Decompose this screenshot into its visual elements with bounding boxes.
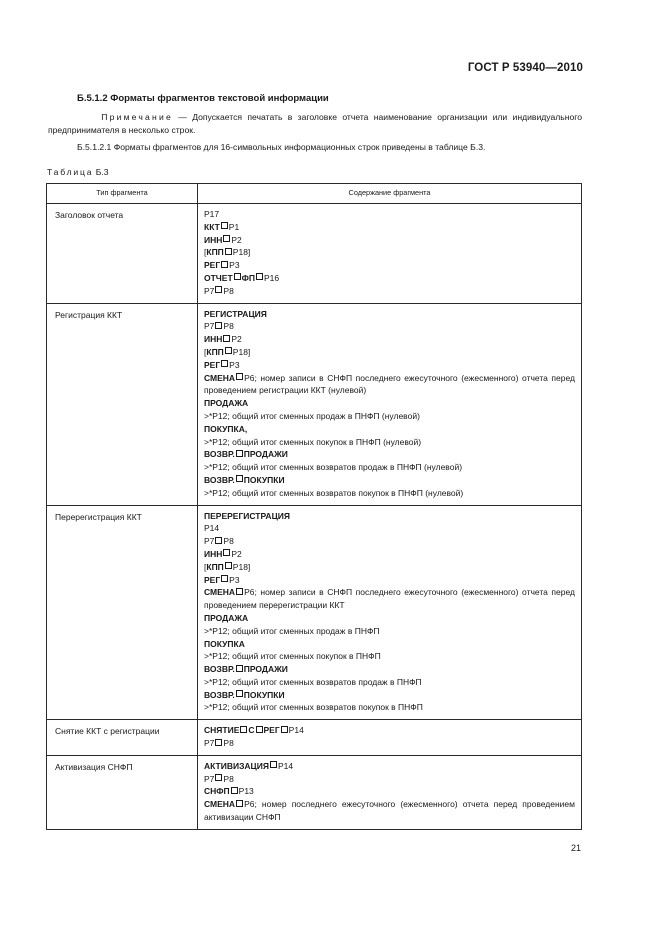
space-box-icon — [281, 726, 288, 733]
content-line — [204, 773, 575, 786]
content-line — [204, 663, 575, 676]
space-box-icon — [240, 726, 247, 733]
content-text: АКТИВИЗАЦИЯ — [204, 760, 269, 771]
content-text: >*Р12; общий итог сменных покупок в ПНФП (нулевой) — [204, 436, 422, 447]
fragment-type-cell: Перерегистрация ККТ — [47, 505, 198, 720]
content-text: ПОКУПКА — [204, 638, 245, 649]
content-text: Р3 — [229, 359, 240, 370]
space-box-icon — [236, 665, 243, 672]
content-text: РЕГ — [204, 574, 221, 585]
content-text: Р13 — [238, 786, 254, 797]
table-row — [47, 755, 582, 829]
content-text: ВОЗВР. — [204, 449, 235, 460]
space-box-icon — [221, 261, 228, 268]
content-line — [204, 676, 575, 689]
content-line — [204, 487, 575, 500]
content-line — [204, 474, 575, 487]
table-row — [47, 303, 582, 505]
fragment-type-cell: Регистрация ККТ — [47, 303, 198, 505]
content-text: [ — [204, 561, 207, 572]
space-box-icon — [234, 273, 241, 280]
content-text: КПП — [206, 561, 224, 572]
column-header-content: Содержание фрагмента — [198, 184, 582, 204]
content-text: СМЕНА — [204, 372, 236, 383]
content-text: КПП — [206, 346, 224, 357]
content-text: РЕГ — [204, 359, 221, 370]
space-box-icon — [256, 726, 263, 733]
content-text: СМЕНА — [204, 799, 236, 810]
content-line — [204, 208, 575, 221]
fragments-table — [46, 183, 582, 830]
content-line — [204, 423, 575, 436]
content-line — [204, 372, 575, 398]
space-box-icon — [223, 235, 230, 242]
content-text: Р6; номер записи в СНФП последнего ежесуточного (ежесменного) отчета перед проведением регистрации ККТ (нулевой) — [204, 372, 575, 396]
content-text: РЕГ — [204, 260, 221, 271]
content-line — [204, 259, 575, 272]
space-box-icon — [256, 273, 263, 280]
content-line — [204, 410, 575, 423]
fragment-type-cell: Снятие ККТ с регистрации — [47, 720, 198, 756]
content-text: Р8 — [223, 773, 234, 784]
fragment-content-cell — [198, 505, 582, 720]
content-text: ПРОДАЖИ — [243, 664, 288, 675]
content-text: Р6; номер записи в СНФП последнего ежесуточного (ежесменного) отчета перед проведением перерегистрации ККТ — [204, 587, 575, 611]
content-text: Р7 — [204, 285, 215, 296]
content-text: ПОКУПКА, — [204, 423, 248, 434]
content-line — [204, 397, 575, 410]
content-line — [204, 221, 575, 234]
space-box-icon — [215, 286, 222, 293]
content-text: >*Р12; общий итог сменных покупок в ПНФП — [204, 651, 381, 662]
fragment-content-cell — [198, 755, 582, 829]
column-header-type: Тип фрагмента — [47, 184, 198, 204]
space-box-icon — [225, 347, 232, 354]
content-text: ПОКУПКИ — [243, 689, 285, 700]
fragment-content-cell — [198, 303, 582, 505]
content-text: СМЕНА — [204, 587, 236, 598]
content-line — [204, 436, 575, 449]
content-line — [204, 586, 575, 612]
space-box-icon — [236, 690, 243, 697]
space-box-icon — [223, 549, 230, 556]
space-box-icon — [223, 335, 230, 342]
content-text: РЕГ — [263, 725, 280, 736]
space-box-icon — [225, 562, 232, 569]
note-text: — Допускается печатать в заголовке отчета наименование организации или индивидуального предпринимателя в несколько строк. — [48, 112, 582, 135]
space-box-icon — [270, 761, 277, 768]
table-header-row — [47, 184, 582, 204]
content-text: Р3 — [229, 574, 240, 585]
content-text: ПРОДАЖА — [204, 612, 249, 623]
space-box-icon — [215, 322, 222, 329]
content-text: >*Р12; общий итог сменных возвратов продаж в ПНФП — [204, 676, 422, 687]
content-line — [204, 798, 575, 824]
content-text: Р18] — [232, 346, 251, 357]
content-text: ПЕРЕРЕГИСТРАЦИЯ — [204, 510, 290, 521]
content-text: РЕГИСТРАЦИЯ — [204, 308, 267, 319]
paragraph: Б.5.1.2.1 Форматы фрагментов для 16-символьных информационных строк приведены в таблице Б.3. — [77, 142, 486, 152]
space-box-icon — [215, 774, 222, 781]
content-line — [204, 701, 575, 714]
fragment-type-cell: Активизация СНФП — [47, 755, 198, 829]
content-line — [204, 461, 575, 474]
table-row — [47, 720, 582, 756]
section-heading: Б.5.1.2 Форматы фрагментов текстовой информации — [77, 93, 329, 104]
content-text: ФП — [241, 272, 256, 283]
content-text: Р8 — [223, 536, 234, 547]
content-line — [204, 234, 575, 247]
content-line — [204, 724, 575, 737]
page-number: 21 — [570, 843, 581, 853]
space-box-icon — [215, 537, 222, 544]
fragment-content-cell — [198, 204, 582, 304]
content-text: Р14 — [277, 760, 294, 771]
space-box-icon — [221, 360, 228, 367]
content-text: Р8 — [223, 285, 234, 296]
content-line — [204, 638, 575, 651]
content-text: Р2 — [231, 234, 242, 245]
content-line — [204, 574, 575, 587]
content-text: ИНН — [204, 334, 223, 345]
table-label-word: Таблица — [47, 167, 94, 177]
content-text: Р2 — [231, 334, 242, 345]
content-text: Р2 — [231, 548, 242, 559]
content-text: С — [248, 725, 255, 736]
space-box-icon — [236, 373, 243, 380]
content-text: Р17 — [204, 209, 220, 219]
content-text: ПРОДАЖА — [204, 398, 249, 409]
table-row — [47, 204, 582, 304]
content-text: Р8 — [223, 321, 234, 332]
content-text: СНФП — [204, 786, 230, 797]
content-text: ИНН — [204, 548, 223, 559]
content-line — [204, 689, 575, 702]
content-line — [204, 535, 575, 548]
content-text: ПРОДАЖИ — [243, 449, 288, 460]
space-box-icon — [236, 588, 243, 595]
space-box-icon — [221, 575, 228, 582]
content-text: Р7 — [204, 536, 215, 547]
content-text: Р8 — [223, 738, 234, 749]
content-text: Р18] — [232, 561, 251, 572]
content-text: ВОЗВР. — [204, 689, 235, 700]
content-line — [204, 308, 575, 321]
content-line — [204, 510, 575, 523]
content-text: ИНН — [204, 234, 223, 245]
content-line — [204, 333, 575, 346]
content-text: Р14 — [204, 523, 220, 534]
content-text: ВОЗВР. — [204, 664, 235, 675]
space-box-icon — [236, 475, 243, 482]
fragment-type-cell: Заголовок отчета — [47, 204, 198, 304]
content-text: >*Р12; общий итог сменных продаж в ПНФП — [204, 625, 380, 636]
content-line — [204, 522, 575, 535]
table-label-number: Б.3 — [95, 167, 109, 177]
note — [48, 111, 582, 136]
table-row — [47, 505, 582, 720]
content-line — [204, 612, 575, 625]
table-body — [47, 204, 582, 830]
content-line — [204, 359, 575, 372]
content-line — [204, 625, 575, 638]
content-text: Р3 — [229, 260, 240, 271]
fragment-content-cell — [198, 720, 582, 756]
content-text: ККТ — [204, 221, 220, 232]
content-text: ВОЗВР. — [204, 474, 235, 485]
content-text: Р7 — [204, 773, 215, 784]
content-text: >*Р12; общий итог сменных возвратов покупок в ПНФП — [204, 702, 423, 713]
note-label: Примечание — [101, 112, 173, 122]
content-line — [204, 737, 575, 750]
space-box-icon — [221, 222, 228, 229]
content-line — [204, 448, 575, 461]
standard-number: ГОСТ Р 53940—2010 — [467, 62, 583, 74]
content-text: Р14 — [288, 725, 304, 736]
content-text: Р18] — [232, 247, 251, 258]
content-text: СНЯТИЕ — [204, 725, 240, 736]
content-text: [ — [204, 346, 207, 357]
content-line — [204, 650, 575, 663]
content-line — [204, 272, 575, 285]
content-line — [204, 785, 575, 798]
content-text: >*Р12; общий итог сменных возвратов покупок в ПНФП (нулевой) — [204, 487, 464, 498]
content-line — [204, 548, 575, 561]
content-text: Р7 — [204, 738, 215, 749]
content-line — [204, 760, 575, 773]
space-box-icon — [236, 800, 243, 807]
content-line — [204, 320, 575, 333]
content-text: [ — [204, 247, 207, 258]
content-text: ОТЧЕТ — [204, 272, 233, 283]
space-box-icon — [231, 787, 238, 794]
space-box-icon — [225, 248, 232, 255]
content-text: Р1 — [228, 221, 240, 232]
content-text: Р6; номер последнего ежесуточного (ежесменного) отчета перед проведением активизации СНФП — [204, 799, 575, 823]
table-label — [47, 167, 109, 177]
space-box-icon — [215, 739, 222, 746]
content-line — [204, 285, 575, 298]
content-text: КПП — [206, 247, 224, 258]
content-line — [204, 246, 575, 259]
content-text: Р16 — [264, 272, 280, 283]
content-line — [204, 561, 575, 574]
content-text: >*Р12; общий итог сменных продаж в ПНФП (нулевой) — [204, 410, 420, 421]
content-line — [204, 346, 575, 359]
content-text: Р7 — [204, 321, 215, 332]
space-box-icon — [236, 450, 243, 457]
content-text: ПОКУПКИ — [243, 474, 285, 485]
content-text: >*Р12; общий итог сменных возвратов продаж в ПНФП (нулевой) — [204, 462, 463, 473]
